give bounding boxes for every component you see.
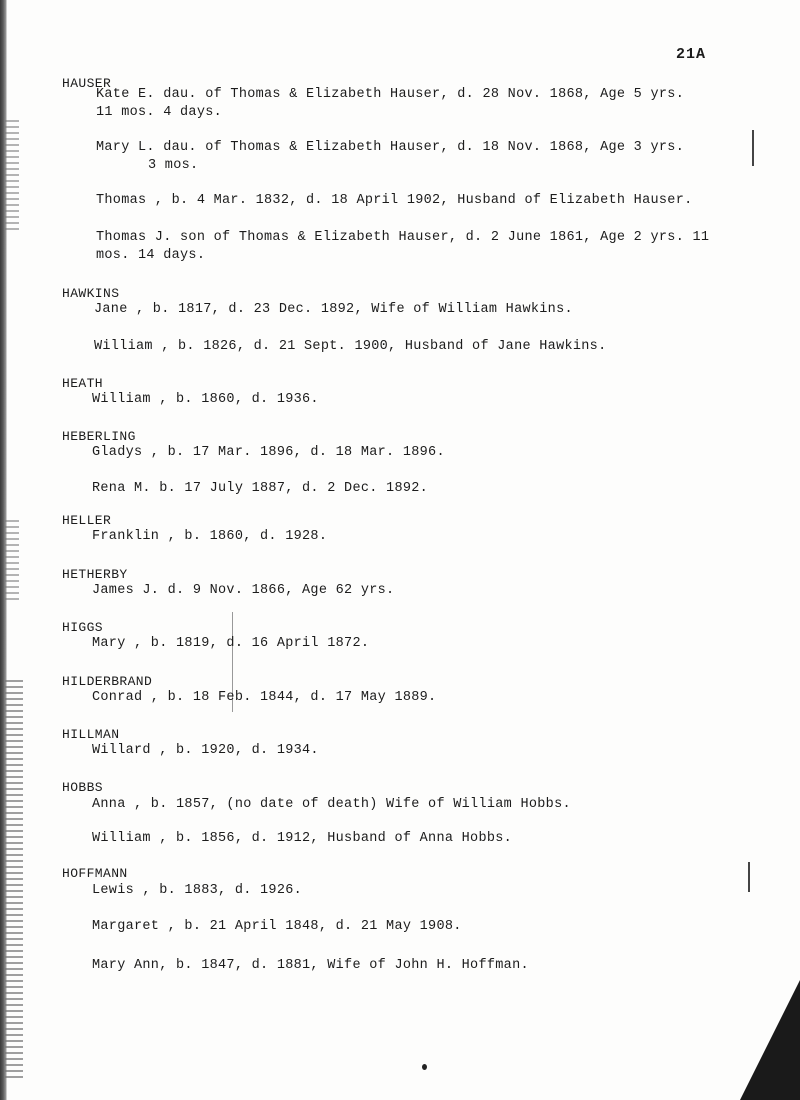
entry-text: Thomas , b. 4 Mar. 1832, d. 18 April 1902, Husband of Elizabeth Hauser.: [96, 193, 693, 208]
entry-text: Thomas J. son of Thomas & Elizabeth Hauser, d. 2 June 1861, Age 2 yrs. 11: [96, 230, 710, 245]
surname-heading: HAUSER: [62, 76, 112, 91]
surname-heading: HILLMAN: [62, 727, 120, 742]
page-number: 21A: [676, 46, 707, 63]
entry-text: Margaret , b. 21 April 1848, d. 21 May 1908.: [92, 919, 462, 934]
burial-entry: [92, 796, 571, 814]
entry-text-continued: mos. 14 days.: [96, 248, 206, 263]
entry-text: James J. d. 9 Nov. 1866, Age 62 yrs.: [92, 583, 395, 598]
scan-mark: [752, 130, 754, 166]
entry-text: Anna , b. 1857, (no date of death) Wife of William Hobbs.: [92, 797, 571, 812]
entry-text: Jane , b. 1817, d. 23 Dec. 1892, Wife of William Hawkins.: [94, 302, 573, 317]
surname-heading: HETHERBY: [62, 567, 128, 582]
scan-speckle: [5, 680, 23, 1080]
scan-corner-shadow: [740, 980, 800, 1100]
surname-heading: HIGGS: [62, 620, 104, 635]
entry-text-continued: 3 mos.: [148, 158, 199, 173]
burial-entry: [92, 918, 462, 936]
burial-entry: [92, 742, 319, 760]
entry-text: William , b. 1826, d. 21 Sept. 1900, Husband of Jane Hawkins.: [94, 339, 607, 354]
surname-heading: HAWKINS: [62, 286, 120, 301]
scan-mark: [748, 862, 750, 892]
entry-text: Conrad , b. 18 Feb. 1844, d. 17 May 1889.: [92, 690, 437, 705]
surname-heading: HEBERLING: [62, 429, 136, 444]
surname-heading: HILDERBRAND: [62, 674, 153, 689]
burial-entry: [92, 882, 302, 900]
burial-entry: [96, 192, 693, 210]
entry-text: Gladys , b. 17 Mar. 1896, d. 18 Mar. 1896.: [92, 445, 445, 460]
burial-entry: [92, 830, 512, 848]
surname-heading: HELLER: [62, 513, 112, 528]
burial-entry: [92, 444, 445, 462]
burial-entry: [96, 86, 684, 122]
scan-speckle: [5, 520, 19, 600]
entry-text: Rena M. b. 17 July 1887, d. 2 Dec. 1892.: [92, 481, 429, 496]
burial-entry: [92, 689, 436, 707]
surname-heading: HOBBS: [62, 780, 104, 795]
entry-text: Mary , b. 1819, d. 16 April 1872.: [92, 636, 370, 651]
surname-heading: HOFFMANN: [62, 866, 128, 881]
scan-dot: [422, 1064, 427, 1070]
burial-entry: [92, 957, 529, 975]
burial-entry: [96, 229, 709, 265]
burial-entry: [92, 635, 369, 653]
burial-entry: [94, 338, 606, 356]
burial-entry: [92, 582, 394, 600]
entry-text: Mary Ann, b. 1847, d. 1881, Wife of John H. Hoffman.: [92, 958, 529, 973]
entry-text: Kate E. dau. of Thomas & Elizabeth Hauser, d. 28 Nov. 1868, Age 5 yrs.: [96, 87, 685, 102]
burial-entry: [92, 391, 319, 409]
burial-entry: [94, 301, 573, 319]
entry-text-continued: 11 mos. 4 days.: [96, 105, 223, 120]
entry-text: Franklin , b. 1860, d. 1928.: [92, 529, 328, 544]
scan-speckle: [5, 120, 19, 230]
entry-text: Lewis , b. 1883, d. 1926.: [92, 883, 303, 898]
entry-text: William , b. 1860, d. 1936.: [92, 392, 319, 407]
burial-entry: [92, 480, 428, 498]
burial-entry: [96, 139, 684, 175]
burial-entry: [92, 528, 327, 546]
entry-text: William , b. 1856, d. 1912, Husband of Anna Hobbs.: [92, 831, 513, 846]
entry-text: Mary L. dau. of Thomas & Elizabeth Hauser, d. 18 Nov. 1868, Age 3 yrs.: [96, 140, 685, 155]
surname-heading: HEATH: [62, 376, 104, 391]
entry-text: Willard , b. 1920, d. 1934.: [92, 743, 319, 758]
